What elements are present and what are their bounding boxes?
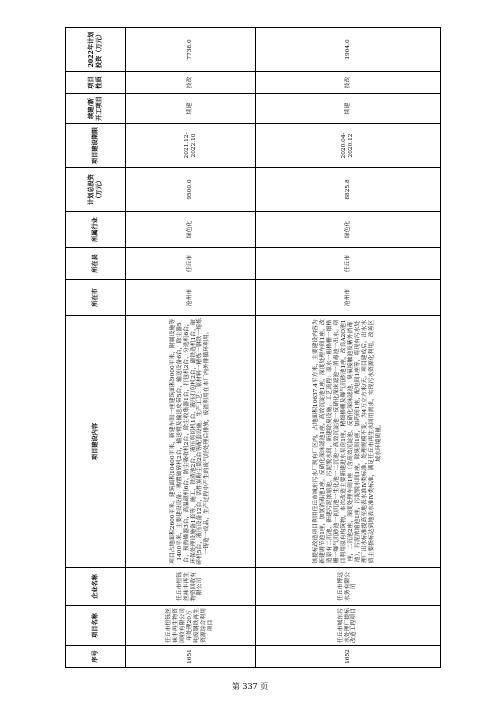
project-table <box>65 27 441 668</box>
table-row <box>256 28 441 668</box>
cell-county: 任丘市 <box>256 248 441 280</box>
header-county: 所在县 <box>66 248 126 280</box>
cell-name: 任丘市城东污水处理厂提标改造工程项目 <box>256 606 441 646</box>
header-plan2022: 2022年计划投资（万元） <box>66 28 126 72</box>
header-industry: 所属行业 <box>66 212 126 248</box>
header-name: 项目名称 <box>66 606 126 646</box>
header-nature: 项目性质 <box>66 72 126 94</box>
cell-investment: 9500.0 <box>126 168 256 212</box>
cell-content: 该提标改造项目利用任丘市城东污水厂现有厂区内，占地面积10637.4平方米，主要建设内容为新建调节池1座，加氢消毒池1座，反硝化深床滤池1座，高效沉淀池1座，深度处理车间1座，改造原有二沉池、新建污泥浓缩池、污泥脱水间，新建除臭设施。工艺流程：原水一粗格栅一细格栅一曝气沉砂池一初沉池一生化池一二沉池一高效沉淀池一反硝化深床滤池一消毒池一出水。项目利用原有构筑物，本次改造主要新建进水泵房1座，精细格栅及曝气沉砂池1座，改良A2O池1座，二沉池2座，深度处理车间1座（含高效沉淀池、反硝化深床滤池、臭氧接触池及紫外消毒池），污泥浓缩池1座，污泥脱水间1座，除臭间1座，加药间1座，配电间1座等，将现有污水处理厂出水标准提高至地表水准Ⅳ类标准，处理规模不变，为4万立方米/天。项目建成后，出水水质主要指标达到地表水准Ⅳ类标准，满足任丘市再生水回用需求，实现污水资源化利用，改善区域水环境质量。 <box>256 316 441 568</box>
header-investment: 计划总投资（万元） <box>66 168 126 212</box>
header-period: 项目建设期限 <box>66 124 126 168</box>
cell-industry: 绿色化 <box>256 212 441 248</box>
page-number: 第 337 页 <box>231 682 269 691</box>
table-row <box>126 28 256 668</box>
cell-nature: 技改 <box>256 72 441 94</box>
cell-city: 沧州市 <box>126 280 256 316</box>
cell-period: 2020.04-2020.12 <box>256 124 441 168</box>
cell-company: 任丘市博远水务有限公司 <box>256 568 441 606</box>
cell-company: 任丘市恒铄丝袜丰再生物资回收有限公司 <box>126 568 256 606</box>
rotated-table-wrapper <box>65 30 445 668</box>
table-header-row <box>66 28 126 668</box>
header-company: 企业名称 <box>66 568 126 606</box>
cell-period: 2021.12-2022.10 <box>126 124 256 168</box>
cell-investment: 8825.8 <box>256 168 441 212</box>
cell-name: 任丘市恒铄丝袜丰再生物资回收有限公司年处理20万吨废钢铁再生资源综合利用项目 <box>126 606 256 646</box>
header-city: 所在市 <box>66 280 126 316</box>
cell-content: 项目占地面积2600平米，建筑面积10400平米，新建车间一座建筑面积9000平米，附属设施等1400平米，主要建设设备：购置破碎机2台，输送臂及输送皮带5台，输送设备6台，除尘器5台，预热燥器3台，高温磁机6台，防尘吸收机2台，除尘收集器1台，打包机2台、分选机6台，环保处理设施备1套等，施工、铁渣池2台，液压剪切机1台、液压打包机2台，磁铁选机1台，破碎机5台，液压设备12台，活性炭粉尘筒2台等配套设施。生产工艺：原材料一精炼一钢铁一熔炼一铸造一成品，生产过程中产生的废气经处理后排放，废渣利用在本厂内外排循环利用。 <box>126 316 256 568</box>
cell-plan2022: 1904.0 <box>256 28 441 72</box>
header-type: 续建/新开工项目 <box>66 94 126 124</box>
cell-seq: 1651 <box>126 646 256 668</box>
cell-type: 续建 <box>126 94 256 124</box>
cell-industry: 绿色化 <box>126 212 256 248</box>
cell-county: 任丘市 <box>126 248 256 280</box>
header-content: 项目建设内容 <box>66 316 126 568</box>
cell-seq: 1652 <box>256 646 441 668</box>
cell-nature: 技改 <box>126 72 256 94</box>
header-seq: 序号 <box>66 646 126 668</box>
cell-plan2022: 7738.0 <box>126 28 256 72</box>
cell-type: 续建 <box>256 94 441 124</box>
cell-city: 沧州市 <box>256 280 441 316</box>
